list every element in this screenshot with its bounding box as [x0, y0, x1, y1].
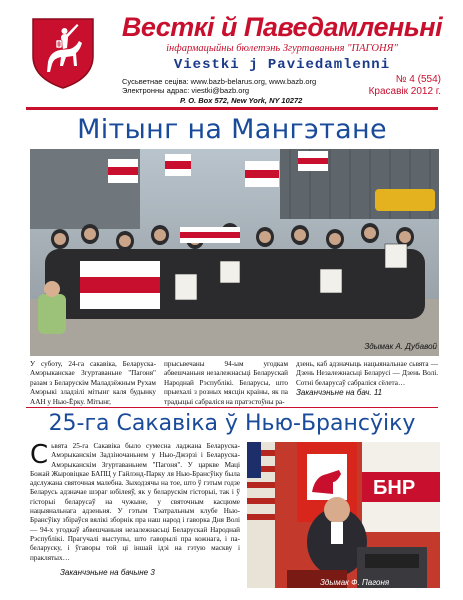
issue-number: № 4 (554) [395, 74, 441, 85]
issue-info [369, 74, 441, 98]
story2-text: ьвята 25-га Сакавіка было сумесна ладжана Беларуска-Амэрыканскім Задзіночаньнем у Нью-Джэрзі і Беларуска-Амэрыканскім Згуртаваньнем "Пагоня". У царкве Маці Божай Жыровіцкае БАПЦ у Гайлэнд-Парку ля Нью-Брансўіку была адслужана святочная малебна. Зыходзячы на тое, што ў гэтым годзе Беларусь адзначае шэраг юбілеяў, як у беларускім гісторыі, так і ў гісторыі беларусаў на чужыне, у святочным касцюме нацыянальнага адзеньня. У гэтым Тэатральным клубе Нью-Брансўіку збіраўся вялікі зборнік пра наш народ і гаворка Дня Волі — 94-х угодкаў абвешчаньня незалежнасьці Беларускай Народнай Рэспублікі. Прагучалі выступы, што гаворылі пра кожнага, і па-беларуску, і ўгаворы той ці іншай ідэі на гэтую маскву і праклятых… [30, 442, 240, 562]
newsletter-subtitle: інфармацыйны бюлетэнь Згуртаваньня "ПАГОНЯ" [166, 43, 398, 54]
story1-continued-link[interactable]: Заканчэньне на бач. 11 [296, 388, 383, 398]
story2-headline: 25-га Сакавіка ў Нью-Брансўіку [48, 411, 416, 436]
event-photo-caption: Здымак Ф. Пагоня [320, 578, 390, 587]
story1-headline: Мітынг на Мангэтане [77, 114, 387, 145]
masthead [0, 0, 463, 112]
newsletter-latin-title: Viestki j Paviedamlenni [173, 57, 391, 73]
contact-post: P. O. Box 572, New York, NY 10272 [180, 96, 303, 105]
story2-dropcap: С [30, 440, 49, 470]
story2-body [30, 442, 240, 563]
bnr-banner-text: БНР [373, 477, 416, 499]
story2-continued-link[interactable]: Заканчэньне на бачыне 3 [60, 568, 155, 577]
section-divider [26, 407, 438, 408]
masthead-divider [26, 107, 438, 110]
contact-web[interactable]: Сусьветнае сеціва: www.bazb-belarus.org, www.bazb.org [122, 77, 317, 86]
story1-column-3 [296, 360, 438, 399]
story1-column-2: прысьвечаны 94-ым угодкам абвешчаньня незалежнасьці Беларускай Народнай Рэспублікі. Беларусы, што прыехалі з розных мясцін краіны, як па традыцыі сабраліся на пратэстоўны ра- [164, 360, 288, 406]
pahonia-coat-of-arms-icon [30, 16, 96, 90]
story1-column-1: У суботу, 24-га сакавіка, Беларуска-Амэрыканскае Згуртаваньне "Пагоня" разам з Беларускім Маладзёжным Рухам Амэрыкі зладзілі мітынг каля будынку ААН у Нью-Ёрку. Мітынг, [30, 360, 156, 406]
rally-photo-caption: Здымак А. Дубавой [364, 342, 437, 351]
event-photo [247, 442, 440, 588]
rally-photo [30, 149, 439, 356]
contact-email[interactable]: Электронны адрас: viestki@bazb.org [122, 86, 250, 95]
newsletter-title: Весткі й Паведамленьні [121, 12, 443, 42]
issue-date: Красавік 2012 г. [368, 86, 441, 97]
story1-column-3-text: дзень, каб адзначыць нацыянальнае сьвята — Дзень Незалежнасьці Беларусі — Дзень Волі. Сотні беларусаў сабраліся сёлета… [296, 360, 438, 387]
